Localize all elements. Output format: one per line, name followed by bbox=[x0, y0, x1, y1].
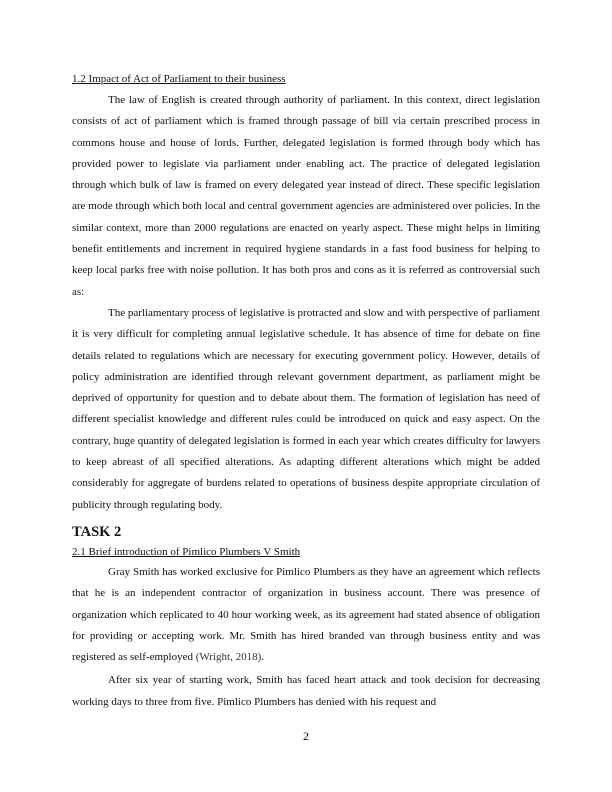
document-page bbox=[72, 72, 540, 713]
paragraph-parliamentary-process: The parliamentary process of legislative is protracted and slow and with perspective of parliament it is very difficult for completing annual legislative schedule. It has absence of time for debate on fine details related to regulations which are necessary for executing government policy. However, details of policy administration are identified through relevant government department, as parliament might be deprived of opportunity for question and to debate about them. The formation of legislation has need of different specialist knowledge and different rules could be introduced on quick and easy aspect. On the contrary, huge quantity of delegated legislation is formed in each year which creates difficulty for lawyers to keep abreast of all specified alterations. As adapting different alterations which might be added considerably for aggregate of burdens related to operations of business despite appropriate circulation of publicity through regulating body. bbox=[72, 306, 540, 511]
paragraph-law-of-english: The law of English is created through authority of parliament. In this context, direct legislation consists of act of parliament which is framed through passage of bill via certain prescribed process in commons house and house of lords. Further, delegated legislation is formed through body which has provided power to legislate via parliament under enabling act. The practice of delegated legislation through which bulk of law is framed on every delegated year instead of direct. These specific legislation are mode through which both local and central government agencies are administered over policies. In the similar context, more than 2000 regulations are enacted on yearly aspect. These might helps in limiting benefit entitlements and increment in required hygiene standards in a fast food business for helping to keep local parks free with noise pollution. It has both pros and cons as it is referred as controversial such as: bbox=[72, 94, 540, 298]
section-heading-pimlico-plumbers: 2.1 Brief introduction of Pimlico Plumbers V Smith bbox=[72, 545, 301, 558]
paragraph-gray-smith bbox=[72, 562, 540, 668]
section-heading-impact-of-act: 1.2 Impact of Act of Parliament to their business bbox=[72, 73, 286, 85]
page-number: 2 bbox=[303, 729, 309, 743]
paragraph-gray-smith-text: Gray Smith has worked exclusive for Pimlico Plumbers as they have an agreement which reflects that he is an independent contractor of organization in business account. There was presence of organization which replicated to 40 hour working week, as its agreement had stated absence of obligation for providing or accepting work. Mr. Smith has hired branded van through business entity and was registered as self-employed bbox=[72, 565, 540, 664]
paragraph-gray-smith-end: . bbox=[261, 651, 264, 664]
paragraph-six-years: After six year of starting work, Smith has faced heart attack and took decision for decreasing working days to three from five. Pimlico Plumbers has denied with his request and bbox=[72, 674, 540, 708]
citation-wright-2018: (Wright, 2018) bbox=[195, 651, 262, 664]
task-heading: TASK 2 bbox=[72, 523, 122, 540]
